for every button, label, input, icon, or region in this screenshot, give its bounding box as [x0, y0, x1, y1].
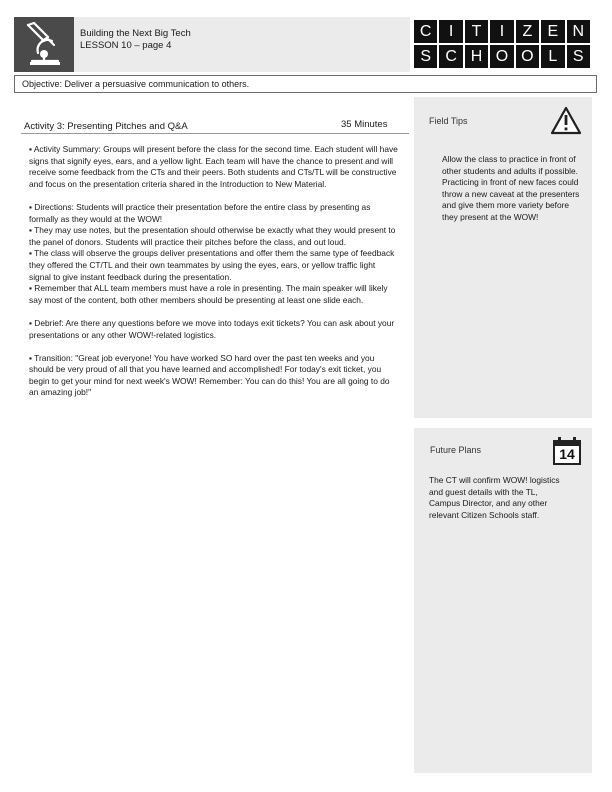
brand-letter: H [465, 45, 488, 68]
brand-letter: I [490, 20, 513, 43]
directions: ▪ Directions: Students will practice their presentation before the entire class by presenting as formally as they would at the WOW! [29, 201, 371, 224]
brand-letter: C [439, 45, 462, 68]
calendar-icon [553, 437, 581, 465]
citizen-schools-logo [414, 20, 590, 70]
brand-letter: C [414, 20, 437, 43]
future-plans-heading: Future Plans [430, 445, 482, 455]
brand-letter: T [465, 20, 488, 43]
warning-icon [550, 106, 582, 135]
debrief: ▪ Debrief: Are there any questions before we move into todays exit tickets? You can ask about your presentations or any other WOW!-related logistics. [29, 317, 395, 340]
brand-letter: S [414, 45, 437, 68]
team-roles: ▪ Remember that ALL team members must have a role in presenting. The main speaker will likely say most of the content, both other members should be presenting at least one slide each. [29, 283, 388, 305]
lesson-page: LESSON 10 – page 4 [80, 40, 172, 51]
brand-letter: O [516, 45, 539, 68]
lesson-title: Building the Next Big Tech [80, 28, 191, 39]
microscope-icon [14, 17, 74, 72]
calendar-day: 14 [559, 446, 575, 462]
brand-row-citizen [414, 20, 590, 43]
transition: ▪ Transition: "Great job everyone! You have worked SO hard over the past ten weeks and you should be very proud of all that you have learned and accomplished! For today's exit ticket, you begin to get your mind for next week's WOW! Remember: You can do this! You are all going to do an amazing job!" [29, 352, 390, 398]
brand-letter: S [567, 45, 590, 68]
field-tips-text: Allow the class to practice in front of other students and adults if possible. Practicing in front of new faces could throw a new caveat at the presenters and give them more variety before they present at the WOW! [442, 154, 580, 222]
paragraph-gap [29, 341, 399, 353]
objective-box: Objective: Deliver a persuasive communication to others. [14, 75, 597, 93]
brand-letter: Z [516, 20, 539, 43]
activity-time: 35 Minutes [341, 119, 388, 130]
brand-letter: O [490, 45, 513, 68]
brand-letter: I [439, 20, 462, 43]
divider [21, 133, 409, 134]
class-feedback: ▪ The class will observe the groups deliver presentations and offer them the same type of feedback they offered the CT/TL and their own teammates by using the eyes, ears, or yellow traffic light signal to give instant feedback during the presentation. [29, 248, 395, 282]
paragraph-gap [29, 190, 399, 202]
brand-letter: N [567, 20, 590, 43]
notes-guidance: ▪ They may use notes, but the presentation should otherwise be exactly what they would present to the panel of donors. Students will practice their pitches before the class, and out loud. [29, 225, 396, 247]
brand-letter: E [541, 20, 564, 43]
paragraph-gap [29, 306, 399, 318]
future-plans-text: The CT will confirm WOW! logistics and guest details with the TL, Campus Director, and any other relevant Citizen Schools staff. [429, 475, 560, 520]
field-tips-heading: Field Tips [429, 116, 468, 126]
brand-row-schools [414, 45, 590, 68]
activity-title: Activity 3: Presenting Pitches and Q&A [24, 121, 188, 132]
field-tips-panel [414, 97, 592, 418]
brand-letter: L [541, 45, 564, 68]
activity-summary: ▪ Activity Summary: Groups will present before the class for the second time. Each student will have signs that signify eyes, ears, and a yellow light. Each team will have the chance to present and will receive some feedback from the CTs and their peers. Both students and CTs/TL will be constructive and focus on the presentation criteria shared in the Introduction to New Material. [29, 144, 398, 189]
activity-body [29, 144, 399, 399]
logo-box [14, 17, 74, 72]
